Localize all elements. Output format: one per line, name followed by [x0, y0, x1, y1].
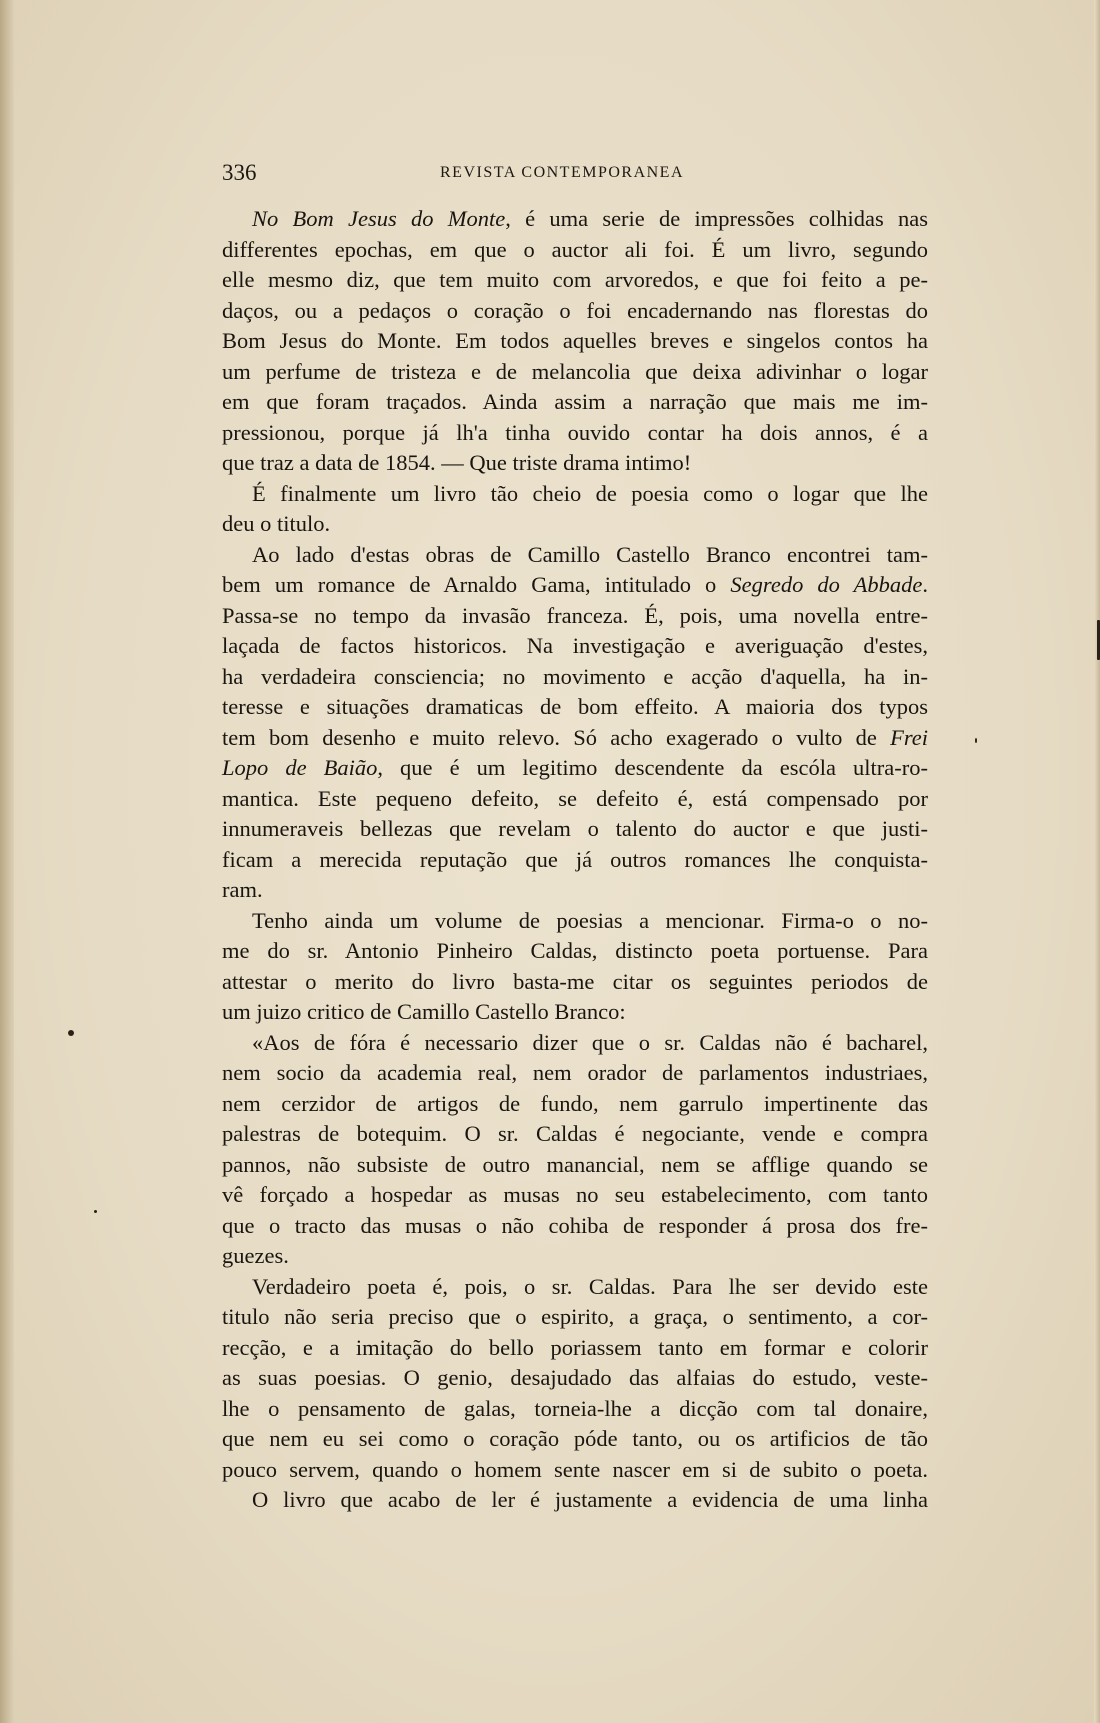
text-line — [222, 906, 928, 937]
page-right-edge — [1094, 0, 1100, 1723]
italic-title: Frei — [890, 724, 928, 750]
text-segment: daços, ou a pedaços o coração o foi encadernando nas florestas do — [222, 297, 928, 323]
text-line — [222, 601, 928, 632]
text-line — [222, 723, 928, 754]
text-segment: pouco servem, quando o homem sente nascer em si de subito o poeta. — [222, 1456, 928, 1482]
text-segment: É finalmente um livro tão cheio de poesia como o logar que lhe — [252, 480, 928, 506]
text-segment: palestras de botequim. O sr. Caldas é negociante, vende e compra — [222, 1121, 928, 1146]
running-title: REVISTA CONTEMPORANEA — [440, 164, 685, 181]
text-line — [222, 235, 928, 266]
text-segment: pressionou, porque já lh'a tinha ouvido contar ha dois annos, é a — [222, 419, 928, 445]
text-segment: um juizo critico de Camillo Castello Branco: — [222, 999, 626, 1024]
text-line — [222, 1272, 928, 1303]
text-segment: titulo não seria preciso que o espirito, a graça, o sentimento, a cor- — [222, 1304, 928, 1329]
text-line — [222, 326, 928, 357]
text-line — [222, 1302, 928, 1333]
margin-speck — [94, 1210, 97, 1213]
text-line — [222, 1058, 928, 1089]
text-line — [222, 1180, 928, 1211]
text-segment: ha verdadeira consciencia; no movimento e acção d'aquella, ha in- — [222, 663, 928, 689]
text-line — [222, 296, 928, 327]
text-line — [222, 387, 928, 418]
text-line — [222, 1150, 928, 1181]
text-segment: . — [922, 572, 928, 597]
text-segment: em que foram traçados. Ainda assim a narração que mais me im- — [222, 389, 928, 414]
text-line — [222, 753, 928, 784]
text-line — [222, 1424, 928, 1455]
page-left-edge — [0, 0, 14, 1723]
text-segment: as suas poesias. O genio, desajudado das alfaias do estudo, veste- — [222, 1365, 928, 1390]
text-segment: recção, e a imitação do bello poriassem tanto em formar e colorir — [222, 1334, 928, 1360]
text-segment: «Aos de fóra é necessario dizer que o sr. Caldas não é bacharel, — [252, 1029, 928, 1055]
text-line — [222, 1241, 928, 1272]
text-segment: vê forçado a hospedar as musas no seu estabelecimento, com tanto — [222, 1182, 928, 1207]
text-line — [222, 845, 928, 876]
text-segment: differentes epochas, em que o auctor ali foi. É um livro, segundo — [222, 236, 928, 262]
text-segment: me do sr. Antonio Pinheiro Caldas, distincto poeta portuense. Para — [222, 938, 928, 963]
text-segment: Verdadeiro poeta é, pois, o sr. Caldas. Para lhe ser devido este — [252, 1273, 928, 1299]
text-segment: , que é um legitimo descendente da escóla ultra-ro- — [377, 755, 928, 780]
text-line — [222, 1119, 928, 1150]
italic-title: No Bom Jesus do Monte — [252, 206, 506, 231]
text-line — [222, 418, 928, 449]
text-line — [222, 265, 928, 296]
text-line — [222, 692, 928, 723]
text-line — [222, 875, 928, 906]
text-segment: lhe o pensamento de galas, torneia-lhe a dicção com tal donaire, — [222, 1395, 928, 1421]
text-line — [222, 1363, 928, 1394]
text-segment: um perfume de tristeza e de melancolia que deixa adivinhar o logar — [222, 358, 928, 384]
text-segment: , é uma serie de impressões colhidas nas — [505, 206, 928, 231]
text-segment: deu o titulo. — [222, 511, 331, 536]
text-line — [222, 997, 928, 1028]
text-segment: nem socio da academia real, nem orador de parlamentos industriaes, — [222, 1060, 928, 1085]
text-segment: tem bom desenho e muito relevo. Só acho exagerado o vulto de — [222, 724, 891, 750]
text-segment: laçada de factos historicos. Na investigação e averiguação d'estes, — [222, 633, 928, 658]
text-line — [222, 1028, 928, 1059]
text-line — [222, 784, 928, 815]
text-line — [222, 1333, 928, 1364]
text-segment: attestar o merito do livro basta-me citar os seguintes periodos de — [222, 968, 928, 994]
text-line — [222, 509, 928, 540]
text-segment: pannos, não subsiste de outro manancial, nem se afflige quando se — [222, 1151, 928, 1177]
text-segment: O livro que acabo de ler é justamente a evidencia de uma linha — [252, 1487, 928, 1512]
text-line — [222, 479, 928, 510]
margin-speck — [68, 1030, 74, 1036]
text-line — [222, 1089, 928, 1120]
text-line — [222, 1485, 928, 1516]
text-line — [222, 570, 928, 601]
text-line — [222, 1455, 928, 1486]
text-line — [222, 448, 928, 479]
text-segment: ficam a merecida reputação que já outros romances lhe conquista- — [222, 846, 928, 872]
text-segment: Ao lado d'estas obras de Camillo Castello Branco encontrei tam- — [252, 541, 928, 567]
text-line — [222, 631, 928, 662]
text-line — [222, 662, 928, 693]
margin-speck — [975, 738, 977, 743]
text-line — [222, 936, 928, 967]
text-segment: Passa-se no tempo da invasão franceza. É, pois, uma novella entre- — [222, 602, 928, 628]
text-line — [222, 967, 928, 998]
text-segment: teresse e situações dramaticas de bom effeito. A maioria dos typos — [222, 694, 928, 719]
text-line — [222, 540, 928, 571]
text-line — [222, 1394, 928, 1425]
text-line — [222, 814, 928, 845]
text-segment: Bom Jesus do Monte. Em todos aquelles breves e singelos contos ha — [222, 328, 928, 353]
text-line — [222, 357, 928, 388]
text-segment: elle mesmo diz, que tem muito com arvoredos, e que foi feito a pe- — [222, 267, 928, 292]
text-segment: innumeraveis bellezas que revelam o talento do auctor e que justi- — [222, 816, 928, 841]
body-text — [222, 204, 928, 1516]
text-segment: Tenho ainda um volume de poesias a mencionar. Firma-o o no- — [252, 907, 928, 933]
italic-title: Lopo de Baião — [222, 755, 378, 780]
text-segment: que o tracto das musas o não cohiba de responder á prosa dos fre- — [222, 1212, 928, 1238]
text-segment: que nem eu sei como o coração póde tanto, ou os artificios de tão — [222, 1426, 928, 1451]
text-line — [222, 204, 928, 235]
text-segment: que traz a data de 1854. — Que triste drama intimo! — [222, 450, 692, 475]
page-number: 336 — [222, 160, 257, 185]
text-line — [222, 1211, 928, 1242]
page-header — [222, 160, 922, 190]
text-segment: bem um romance de Arnaldo Gama, intitulado o — [222, 572, 731, 597]
italic-title: Segredo do Abbade — [730, 572, 923, 597]
text-segment: guezes. — [222, 1243, 289, 1268]
text-segment: mantica. Este pequeno defeito, se defeito é, está compensado por — [222, 785, 928, 811]
text-segment: nem cerzidor de artigos de fundo, nem garrulo impertinente das — [222, 1090, 928, 1116]
text-segment: ram. — [222, 877, 263, 902]
